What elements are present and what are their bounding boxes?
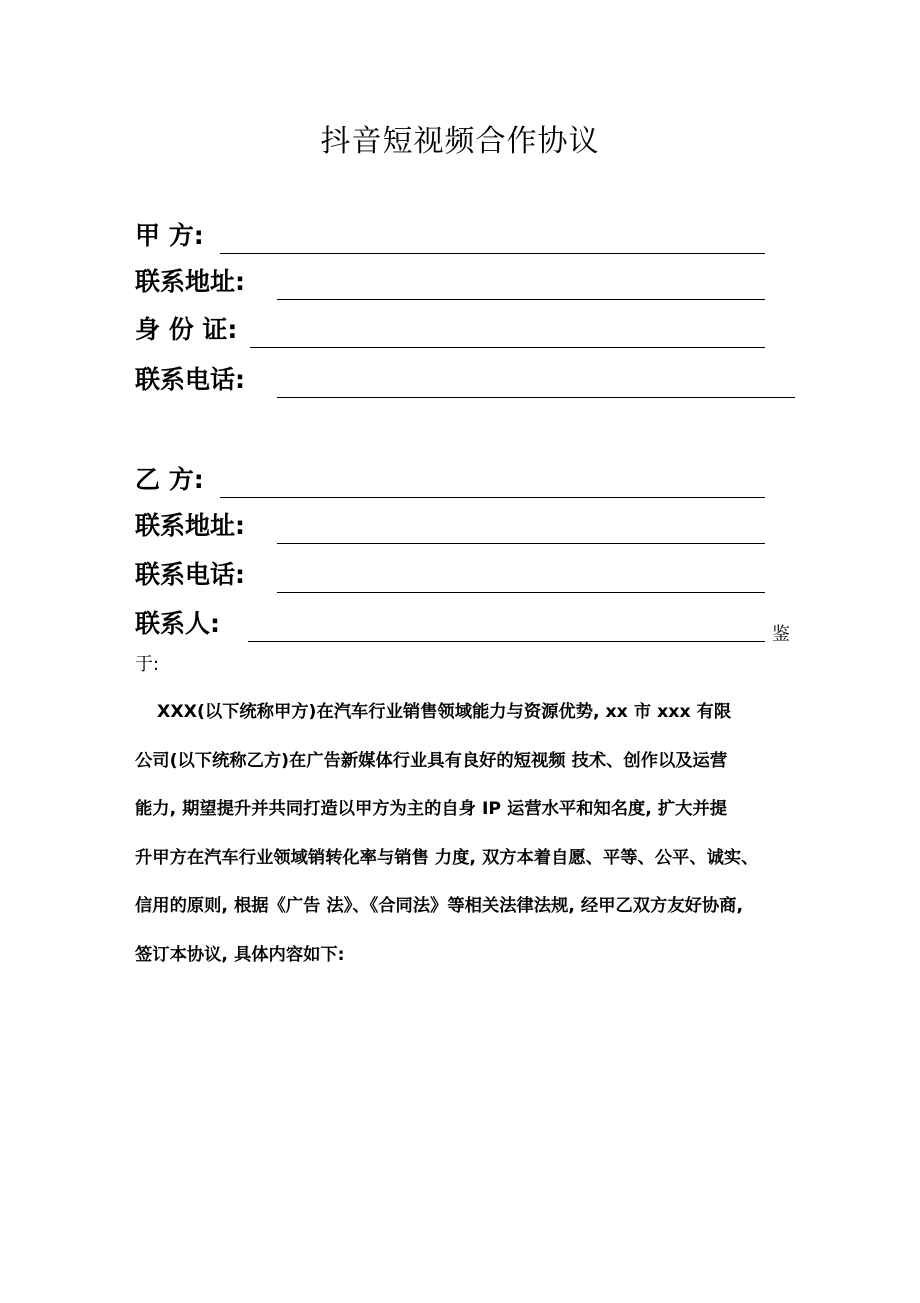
party-a-address-label: 联系地址: xyxy=(135,267,245,296)
preamble-paragraph xyxy=(135,688,795,979)
party-b-name-blank-line[interactable] xyxy=(220,497,765,498)
party-a-phone-label: 联系电话: xyxy=(135,365,245,394)
party-b-contact-blank-line[interactable] xyxy=(248,641,765,642)
party-b-phone-blank-line[interactable] xyxy=(277,592,765,593)
party-b-address-field[interactable] xyxy=(135,508,767,544)
preamble-line: 信用的原则, 根据《广告 法》、《合同法》等相关法律法规, 经甲乙双方友好协商, xyxy=(135,896,744,916)
preamble-line: XXX(以下统称甲方)在汽车行业销售领域能力与资源优势, xx 市 xxx 有限 xyxy=(157,702,732,722)
party-b-name-label: 乙 方: xyxy=(135,465,204,494)
preamble-lead-suffix: 鉴 xyxy=(772,624,790,645)
party-b-address-label: 联系地址: xyxy=(135,511,245,540)
party-a-id-field[interactable] xyxy=(135,312,767,348)
party-b-contact-field[interactable] xyxy=(135,606,767,642)
party-a-id-label: 身 份 证: xyxy=(135,315,238,344)
party-a-address-blank-line[interactable] xyxy=(277,299,765,300)
document-title: 抖音短视频合作协议 xyxy=(320,124,600,159)
preamble-line: 能力, 期望提升并共同打造以甲方为主的自身 IP 运营水平和知名度, 扩大并提 xyxy=(135,799,728,819)
preamble-line: 签订本协议, 具体内容如下: xyxy=(135,944,345,965)
party-b-contact-label: 联系人: xyxy=(135,609,220,638)
preamble-line: 公司(以下统称乙方)在广告新媒体行业具有良好的短视频 技术、创作以及运营 xyxy=(135,750,728,771)
party-a-address-field[interactable] xyxy=(135,264,767,300)
preamble-line: 升甲方在汽车行业领域销转化率与销售 力度, 双方本着自愿、平等、公平、诚实、 xyxy=(135,847,759,868)
party-a-name-field[interactable] xyxy=(135,218,767,254)
party-b-phone-field[interactable] xyxy=(135,557,767,593)
party-a-name-blank-line[interactable] xyxy=(220,253,765,254)
party-b-address-blank-line[interactable] xyxy=(277,543,765,544)
party-b-name-field[interactable] xyxy=(135,462,767,498)
party-a-id-blank-line[interactable] xyxy=(250,347,765,348)
party-a-name-label: 甲 方: xyxy=(135,221,204,250)
party-b-phone-label: 联系电话: xyxy=(135,560,245,589)
preamble-lead-continuation: 于: xyxy=(135,654,160,675)
party-a-phone-field[interactable] xyxy=(135,362,797,398)
party-a-phone-blank-line[interactable] xyxy=(277,397,795,398)
